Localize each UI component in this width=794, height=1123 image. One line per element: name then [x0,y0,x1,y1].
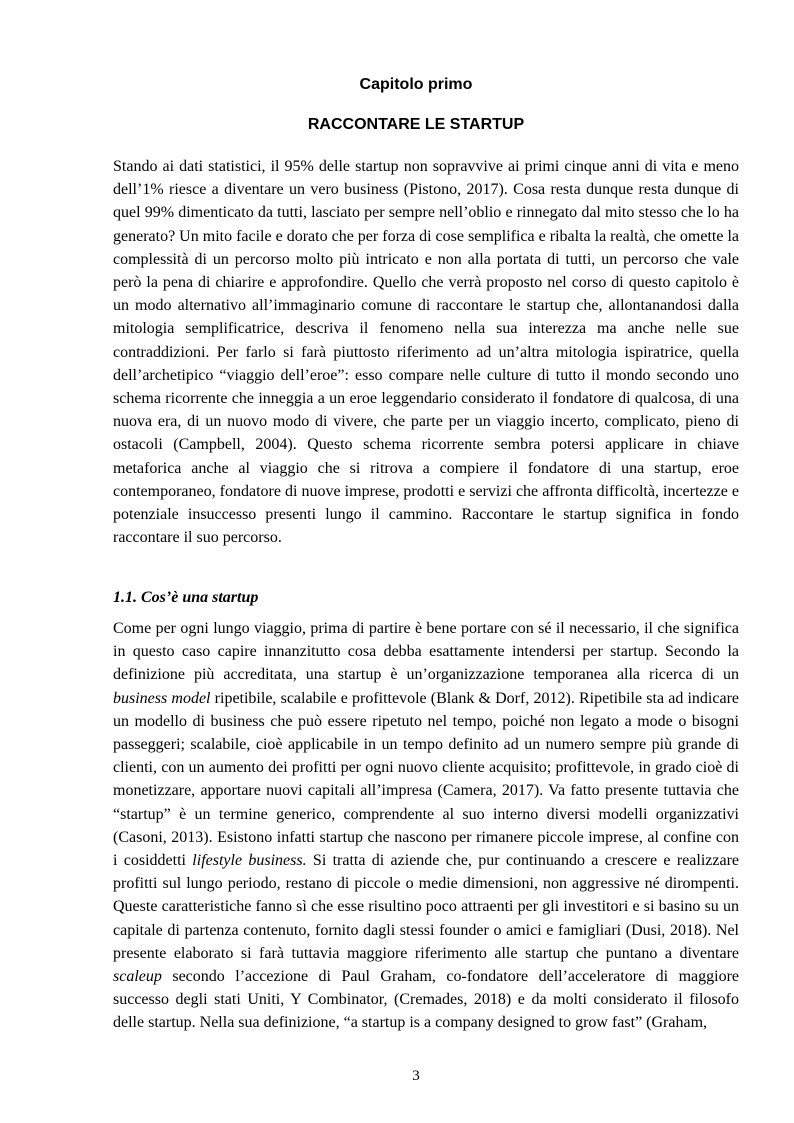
italic-term-lifestyle-business: lifestyle business. [192,852,307,870]
intro-paragraph [113,155,739,549]
italic-term-scaleup: scaleup [113,968,162,986]
section-text-part3: Si tratta di aziende che, pur continuando a crescere e realizzare profitti sul lungo periodo, restano di piccole o medie dimensioni, non aggressive né dirompenti. Queste caratteristiche fanno sì che esse risultino poco attraenti per gli investitori e si basino su un capitale di partenza contenuto, fornito dagli stessi founder o amici e famigliari (Dusi, 2018). Nel presente elaborato si farà tuttavia maggiore riferimento alle startup che puntano a diventare [113,852,740,962]
intro-paragraph-text: Stando ai dati statistici, il 95% delle startup non sopravvive ai primi cinque anni di vita e meno dell’1% riesce a diventare un vero business (Pistono, 2017). Cosa resta dunque resta dunque di quel 99% dimenticato da tutti, lasciato per sempre nell’oblio e rinnegato dal mito stesso che lo ha generato? Un mito facile e dorato che per forza di cose semplifica e ribalta la realtà, che omette la complessità di un percorso molto più intricato e non alla portata di tutti, un percorso che vale però la pena di chiarire e approfondire. Quello che verrà proposto nel corso di questo capitolo è un modo alternativo all’immaginario comune di raccontare le startup che, allontanandosi dalla mitologia semplificatrice, descriva il fenomeno nella sua interezza ma anche nelle sue contraddizioni. Per farlo si farà piuttosto riferimento ad un’altra mitologia ispiratrice, quella dell’archetipico “viaggio dell’eroe”: esso compare nelle culture di tutto il mondo secondo uno schema ricorrente che inneggia a un eroe leggendario considerato il fondatore di qualcosa, di una nuova era, di un nuovo modo di vivere, che parte per un viaggio incerto, complicato, pieno di ostacoli (Campbell, 2004). Questo schema ricorrente sembra potersi applicare in chiave metaforica anche al viaggio che si ritrova a compiere il fondatore di una startup, eroe contemporaneo, fondatore di nuove imprese, prodotti e servizi che affronta difficoltà, incertezze e potenziale insuccesso presenti lungo il cammino. Raccontare le startup significa in fondo raccontare il suo percorso. [113,158,739,547]
page-number: 3 [412,1068,420,1084]
chapter-title: RACCONTARE LE STARTUP [307,116,525,133]
section-text-part2: ripetibile, scalabile e profittevole (Blank & Dorf, 2012). Ripetibile sta ad indicare un modello di business che può essere ripetuto nel tempo, poiché non legato a mode o bisogni passeggeri; scalabile, cioè applicabile in un tempo definito ad un numero sempre più grande di clienti, con un aumento dei profitti per ogni nuovo cliente acquisito; profittevole, in grado cioè di monetizzare, apportare nuovi capitali all’impresa (Camera, 2017). Va fatto presente tuttavia che “startup” è un termine generico, comprendente al suo interno diversi modelli organizzativi (Casoni, 2013). Esistono infatti startup che nascono per rimanere piccole imprese, al confine con i cosiddetti [113,689,740,870]
section-text-part4: secondo l’accezione di Paul Graham, co-fondatore dell’acceleratore di maggiore successo degli stati Uniti, Y Combinator, (Cremades, 2018) e da molti considerato il filosofo delle startup. Nella sua definizione, “a startup is a company designed to grow fast” (Graham, [113,968,739,1032]
section-heading: 1.1. Cos’è una startup [113,589,259,606]
section-paragraph [113,617,739,1035]
chapter-label: Capitolo primo [359,76,473,93]
section-paragraph-text [113,617,739,1035]
section-text-part1: Come per ogni lungo viaggio, prima di partire è bene portare con sé il necessario, il che significa in questo caso capire innanzitutto cosa debba esattamente intendersi per startup. Secondo la definizione più accreditata, una startup è un’organizzazione temporanea alla ricerca di un [113,620,739,684]
italic-term-business-model: business model [113,689,211,707]
